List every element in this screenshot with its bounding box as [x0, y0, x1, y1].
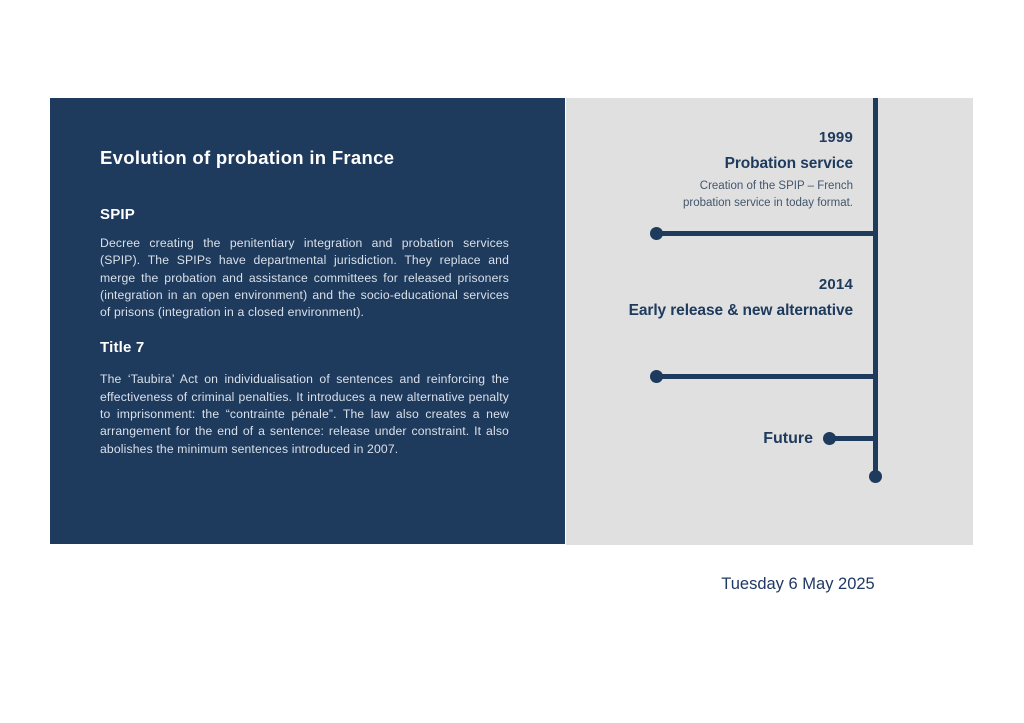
page-title: Evolution of probation in France	[100, 147, 395, 168]
section-heading-spip: SPIP	[100, 206, 135, 223]
timeline-entry-description: Creation of the SPIP – French probation service in today format.	[682, 180, 853, 209]
footer-date: Tuesday 6 May 2025	[721, 575, 875, 593]
timeline-connector-1999	[657, 231, 878, 236]
timeline-dot-future	[823, 432, 836, 445]
timeline-year: 2014	[818, 276, 853, 293]
timeline-connector-2014	[657, 374, 878, 379]
content-panel	[50, 98, 565, 544]
section-heading-title7: Title 7	[100, 339, 145, 357]
timeline-connector-future	[830, 436, 878, 441]
timeline-entry-title: Probation service	[724, 155, 853, 172]
timeline-year: 1999	[818, 129, 853, 146]
timeline-entry-future: Future	[763, 430, 813, 447]
timeline-entry-1999	[671, 129, 853, 211]
section-body-title7: The ‘Taubira’ Act on individualisation of sentences and reinforcing the effectiveness of criminal penalties. It introduces a new alternative penalty to imprisonment: the “contrainte pénale”. The law also creates a new arrangement for the end of a sentence: release under constraint. It also abolishes the minimum sentences introduced in 2007.	[100, 372, 509, 456]
timeline-dot-1999	[650, 227, 663, 240]
timeline-entry-2014	[629, 276, 853, 320]
timeline-panel	[566, 98, 973, 545]
timeline-axis-line	[873, 98, 878, 477]
section-body-spip: Decree creating the penitentiary integration and probation services (SPIP). The SPIPs have departmental jurisdiction. They replace and merge the probation and assistance committees for released prisoners (integration in an open environment) and the socio-educational services of prisons (integration in a closed environment).	[100, 236, 509, 320]
timeline-end-dot	[869, 470, 882, 483]
timeline-dot-2014	[650, 370, 663, 383]
timeline-entry-title: Early release & new alternative	[628, 302, 853, 319]
